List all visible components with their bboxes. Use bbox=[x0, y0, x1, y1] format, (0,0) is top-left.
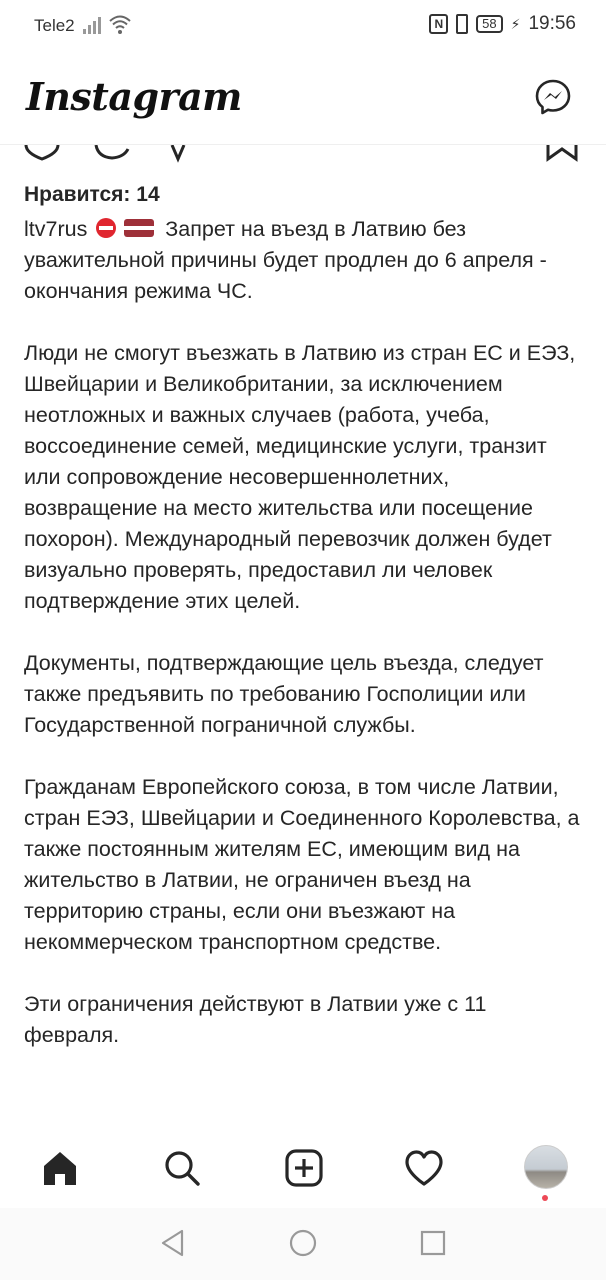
latvia-flag-icon bbox=[123, 217, 155, 239]
new-post-icon bbox=[284, 1148, 324, 1188]
bottom-tab-bar bbox=[0, 1128, 606, 1208]
battery-icon: 58 bbox=[476, 15, 502, 33]
tab-activity[interactable] bbox=[402, 1146, 446, 1190]
home-icon bbox=[40, 1148, 80, 1188]
likes-count[interactable]: Нравится: 14 bbox=[24, 183, 160, 206]
comment-icon bbox=[96, 145, 128, 158]
clock: 19:56 bbox=[528, 13, 576, 34]
search-icon bbox=[162, 1148, 202, 1188]
post-action-icons bbox=[0, 145, 606, 163]
caption-intro: Запрет на въезд в Латвию без уважительной причины будет продлен до 6 апреля - окончания режима ЧС. bbox=[24, 217, 547, 303]
home-circle-icon[interactable] bbox=[288, 1228, 318, 1258]
activity-heart-icon bbox=[403, 1148, 445, 1188]
no-entry-icon bbox=[93, 217, 119, 239]
tab-home[interactable] bbox=[38, 1146, 82, 1190]
app-header bbox=[0, 52, 606, 145]
caption-paragraph-4: Эти ограничения действуют в Латвии уже с 11 февраля. bbox=[24, 992, 487, 1047]
wifi-icon bbox=[108, 12, 132, 36]
caption-paragraph-2: Документы, подтверждающие цель въезда, следует также предъявить по требованию Госполиции или Государственной пограничной службы. bbox=[24, 651, 544, 737]
notification-dot bbox=[542, 1195, 548, 1201]
caption bbox=[24, 214, 584, 307]
save-bookmark-icon bbox=[548, 145, 576, 159]
share-icon bbox=[172, 145, 184, 159]
instagram-logo[interactable]: Instagram bbox=[26, 74, 242, 119]
nfc-icon: N bbox=[429, 14, 448, 34]
signal-icon bbox=[82, 14, 104, 36]
caption-paragraph-3: Гражданам Европейского союза, в том числе Латвии, стран ЕЭЗ, Швейцарии и Соединенного Королевства, а также постоянным жителям ЕС, имеющим вид на жительство в Латвии, не ограничен въезд на территорию страны, если они въезжают на некоммерческом транспортном средстве. bbox=[24, 775, 580, 954]
post-username[interactable]: ltv7rus bbox=[24, 217, 88, 241]
like-heart-icon bbox=[26, 145, 58, 159]
back-icon[interactable] bbox=[158, 1228, 188, 1258]
system-nav-bar bbox=[0, 1208, 606, 1280]
tab-search[interactable] bbox=[160, 1146, 204, 1190]
charging-icon: ⚡ bbox=[510, 15, 521, 32]
tab-new-post[interactable] bbox=[282, 1146, 326, 1190]
recents-icon[interactable] bbox=[418, 1228, 448, 1258]
vibrate-icon bbox=[456, 14, 468, 34]
messenger-icon[interactable] bbox=[534, 78, 572, 116]
carrier-name: Tele2 bbox=[34, 16, 75, 35]
profile-avatar[interactable] bbox=[524, 1145, 568, 1189]
post-content bbox=[24, 180, 584, 1125]
caption-paragraph-1: Люди не смогут въезжать в Латвию из стран ЕС и ЕЭЗ, Швейцарии и Великобритании, за исключением неотложных и важных случаев (работа, учеба, воссоединение семей, медицинские услуги, транзит или сопровождение несовершеннолетних, возвращение на место жительства или посещение похорон). Международный перевозчик должен будет визуально проверять, предоставил ли человек подтверждение этих целей. bbox=[24, 341, 576, 613]
status-bar bbox=[0, 0, 606, 52]
